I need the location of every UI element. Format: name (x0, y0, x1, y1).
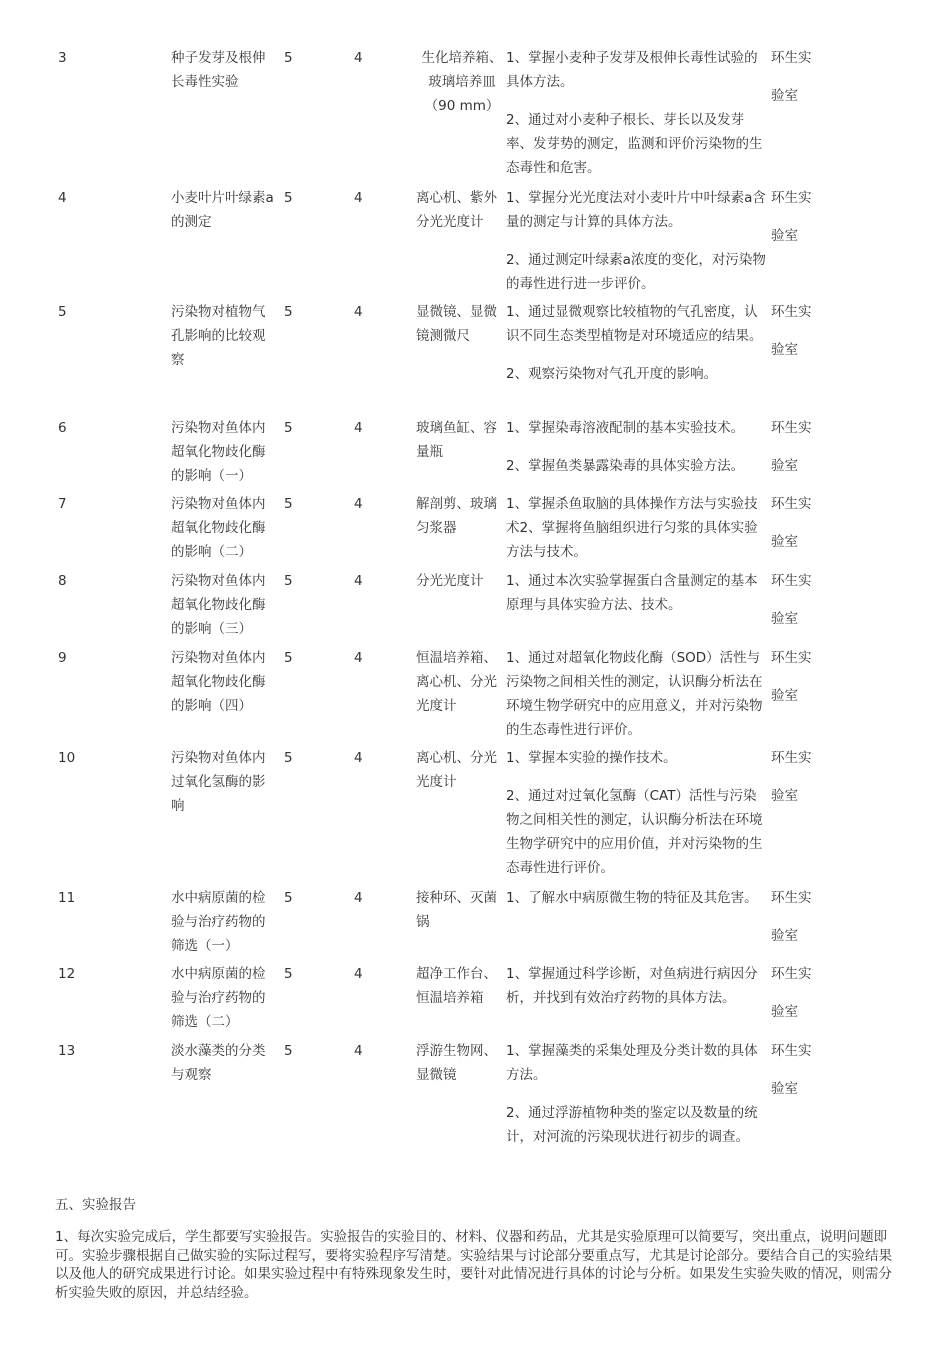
objective-item: 1、掌握通过科学诊断，对鱼病进行病因分析，并找到有效治疗药物的具体方法。 (506, 966, 758, 1006)
hours-total: 5 (284, 1043, 293, 1059)
equipment: 生化培养箱、玻璃培养皿（90 mm） (421, 50, 503, 114)
experiment-name: 水中病原菌的检验与治疗药物的筛选（二） (171, 966, 266, 1030)
table-row (58, 646, 888, 746)
lab-location (771, 962, 831, 1024)
objective-item: 1、通过显微观察比较植物的气孔密度，认识不同生态类型植物是对环境适应的结果。 (506, 304, 763, 344)
lab-location (771, 646, 831, 708)
equipment: 浮游生物网、显微镜 (416, 1043, 497, 1083)
experiment-number: 11 (58, 890, 76, 906)
lab-location (771, 300, 831, 362)
table-row (58, 416, 888, 492)
hours-total: 5 (284, 750, 293, 766)
table-row (58, 886, 888, 962)
objective-item: 1、了解水中病原微生物的特征及其危害。 (506, 890, 758, 906)
lab-location-line: 环生实 (771, 1043, 812, 1059)
lab-location-line: 验室 (771, 788, 798, 804)
lab-location-line: 验室 (771, 688, 798, 704)
lab-location-line: 环生实 (771, 420, 812, 436)
objectives (506, 46, 768, 180)
lab-location (771, 46, 831, 108)
objective-item: 2、掌握鱼类暴露染毒的具体实验方法。 (506, 458, 745, 474)
experiment-name: 种子发芽及根伸长毒性实验 (171, 50, 266, 90)
experiment-number: 3 (58, 50, 67, 66)
objective-item: 1、掌握本实验的操作技术。 (506, 750, 677, 766)
table-row (58, 300, 888, 416)
hours-total: 5 (284, 966, 293, 982)
lab-location-line: 环生实 (771, 190, 812, 206)
lab-location-line: 验室 (771, 611, 798, 627)
lab-location-line: 验室 (771, 534, 798, 550)
equipment: 恒温培养箱、离心机、分光光度计 (416, 650, 497, 714)
lab-location-line: 验室 (771, 228, 798, 244)
lab-location-line: 环生实 (771, 650, 812, 666)
report-paragraph: 1、每次实验完成后，学生都要写实验报告。实验报告的实验目的、材料、仪器和药品，尤其是实验原理可以简要写，突出重点，说明问题即可。实验步骤根据自己做实验的实际过程写，要将实验程序写清楚。实验结果与讨论部分要重点写，尤其是讨论部分。要结合自己的实验结果以及他人的研究成果进行讨论。如果实验过程中有特殊现象发生时，要针对此情况进行具体的讨论与分析。如果发生实验失败的情况，则需分析实验失败的原因，并总结经验。 (55, 1229, 892, 1301)
equipment: 解剖剪、玻璃匀浆器 (416, 496, 497, 536)
experiment-name: 污染物对植物气孔影响的比较观察 (171, 304, 266, 368)
lab-location-line: 验室 (771, 342, 798, 358)
experiment-number: 9 (58, 650, 67, 666)
experiment-number: 12 (58, 966, 76, 982)
hours-total: 5 (284, 890, 293, 906)
table-row (58, 186, 888, 300)
hours-lab: 4 (354, 420, 363, 436)
equipment: 接种环、灭菌锅 (416, 890, 497, 930)
hours-total: 5 (284, 304, 293, 320)
objective-item: 2、通过浮游植物种类的鉴定以及数量的统计，对河流的污染现状进行初步的调查。 (506, 1105, 758, 1145)
lab-location-line: 验室 (771, 928, 798, 944)
experiment-name: 水中病原菌的检验与治疗药物的筛选（一） (171, 890, 266, 954)
table-row (58, 569, 888, 646)
hours-lab: 4 (354, 650, 363, 666)
objective-item: 1、通过对超氧化物歧化酶（SOD）活性与污染物之间相关性的测定，认识酶分析法在环境生物学研究中的应用意义，并对污染物的生态毒性进行评价。 (506, 650, 763, 738)
experiment-number: 6 (58, 420, 67, 436)
hours-lab: 4 (354, 1043, 363, 1059)
hours-total: 5 (284, 650, 293, 666)
table-row (58, 46, 888, 186)
lab-location-line: 验室 (771, 458, 798, 474)
experiment-name: 淡水藻类的分类与观察 (171, 1043, 266, 1083)
section-title: 五、实验报告 (55, 1197, 136, 1213)
objectives (506, 746, 768, 880)
equipment: 显微镜、显微镜测微尺 (416, 304, 497, 344)
experiment-table (58, 46, 888, 1171)
hours-total: 5 (284, 190, 293, 206)
lab-location-line: 环生实 (771, 890, 812, 906)
hours-lab: 4 (354, 890, 363, 906)
lab-location-line: 环生实 (771, 496, 812, 512)
lab-location-line: 环生实 (771, 50, 812, 66)
objectives (506, 569, 768, 617)
objective-item: 1、掌握分光光度法对小麦叶片中叶绿素a含量的测定与计算的具体方法。 (506, 190, 766, 230)
lab-location-line: 环生实 (771, 304, 812, 320)
experiment-number: 7 (58, 496, 67, 512)
objectives (506, 416, 768, 478)
objective-item: 2、观察污染物对气孔开度的影响。 (506, 366, 718, 382)
objective-item: 1、掌握小麦种子发芽及根伸长毒性试验的具体方法。 (506, 50, 758, 90)
table-row (58, 492, 888, 569)
table-row (58, 962, 888, 1039)
hours-lab: 4 (354, 50, 363, 66)
objective-item: 2、通过对过氧化氢酶（CAT）活性与污染物之间相关性的测定，认识酶分析法在环境生物学研究中的应用价值，并对污染物的生态毒性进行评价。 (506, 788, 763, 876)
hours-lab: 4 (354, 750, 363, 766)
lab-location-line: 验室 (771, 1081, 798, 1097)
experiment-name: 污染物对鱼体内过氧化氢酶的影响 (171, 750, 266, 814)
objectives (506, 300, 768, 386)
lab-location (771, 186, 831, 248)
hours-lab: 4 (354, 190, 363, 206)
lab-location (771, 746, 831, 808)
lab-location (771, 1039, 831, 1101)
objective-item: 2、通过测定叶绿素a浓度的变化，对污染物的毒性进行进一步评价。 (506, 252, 766, 292)
table-row (58, 746, 888, 886)
experiment-number: 10 (58, 750, 76, 766)
hours-lab: 4 (354, 304, 363, 320)
hours-lab: 4 (354, 573, 363, 589)
lab-location-line: 环生实 (771, 966, 812, 982)
objective-item: 1、通过本次实验掌握蛋白含量测定的基本原理与具体实验方法、技术。 (506, 573, 758, 613)
lab-location-line: 验室 (771, 88, 798, 104)
equipment: 离心机、分光光度计 (416, 750, 497, 790)
hours-lab: 4 (354, 966, 363, 982)
experiment-number: 5 (58, 304, 67, 320)
lab-location-line: 环生实 (771, 573, 812, 589)
objectives (506, 646, 768, 742)
equipment: 离心机、紫外分光光度计 (416, 190, 497, 230)
table-row (58, 1039, 888, 1171)
objective-item: 1、掌握杀鱼取脑的具体操作方法与实验技术2、掌握将鱼脑组织进行匀浆的具体实验方法与技术。 (506, 496, 758, 560)
equipment: 超净工作台、恒温培养箱 (416, 966, 497, 1006)
lab-location (771, 569, 831, 631)
lab-location (771, 886, 831, 948)
lab-location-line: 环生实 (771, 750, 812, 766)
objectives (506, 492, 768, 564)
equipment: 玻璃鱼缸、容量瓶 (416, 420, 497, 460)
hours-total: 5 (284, 496, 293, 512)
experiment-name: 小麦叶片叶绿素a的测定 (171, 190, 274, 230)
lab-location-line: 验室 (771, 1004, 798, 1020)
objective-item: 1、掌握藻类的采集处理及分类计数的具体方法。 (506, 1043, 758, 1083)
experiment-name: 污染物对鱼体内超氧化物歧化酶的影响（四） (171, 650, 266, 714)
experiment-number: 13 (58, 1043, 76, 1059)
objective-item: 2、通过对小麦种子根长、芽长以及发芽率、发芽势的测定，监测和评价污染物的生态毒性和危害。 (506, 112, 763, 176)
experiment-name: 污染物对鱼体内超氧化物歧化酶的影响（三） (171, 573, 266, 637)
objectives (506, 886, 768, 910)
equipment: 分光光度计 (416, 573, 484, 589)
hours-total: 5 (284, 573, 293, 589)
objectives (506, 1039, 768, 1149)
lab-location (771, 492, 831, 554)
objectives (506, 186, 768, 296)
experiment-number: 4 (58, 190, 67, 206)
hours-total: 5 (284, 420, 293, 436)
experiment-name: 污染物对鱼体内超氧化物歧化酶的影响（一） (171, 420, 266, 484)
lab-location (771, 416, 831, 478)
experiment-name: 污染物对鱼体内超氧化物歧化酶的影响（二） (171, 496, 266, 560)
hours-total: 5 (284, 50, 293, 66)
objectives (506, 962, 768, 1010)
objective-item: 1、掌握染毒溶液配制的基本实验技术。 (506, 420, 745, 436)
hours-lab: 4 (354, 496, 363, 512)
experiment-number: 8 (58, 573, 67, 589)
